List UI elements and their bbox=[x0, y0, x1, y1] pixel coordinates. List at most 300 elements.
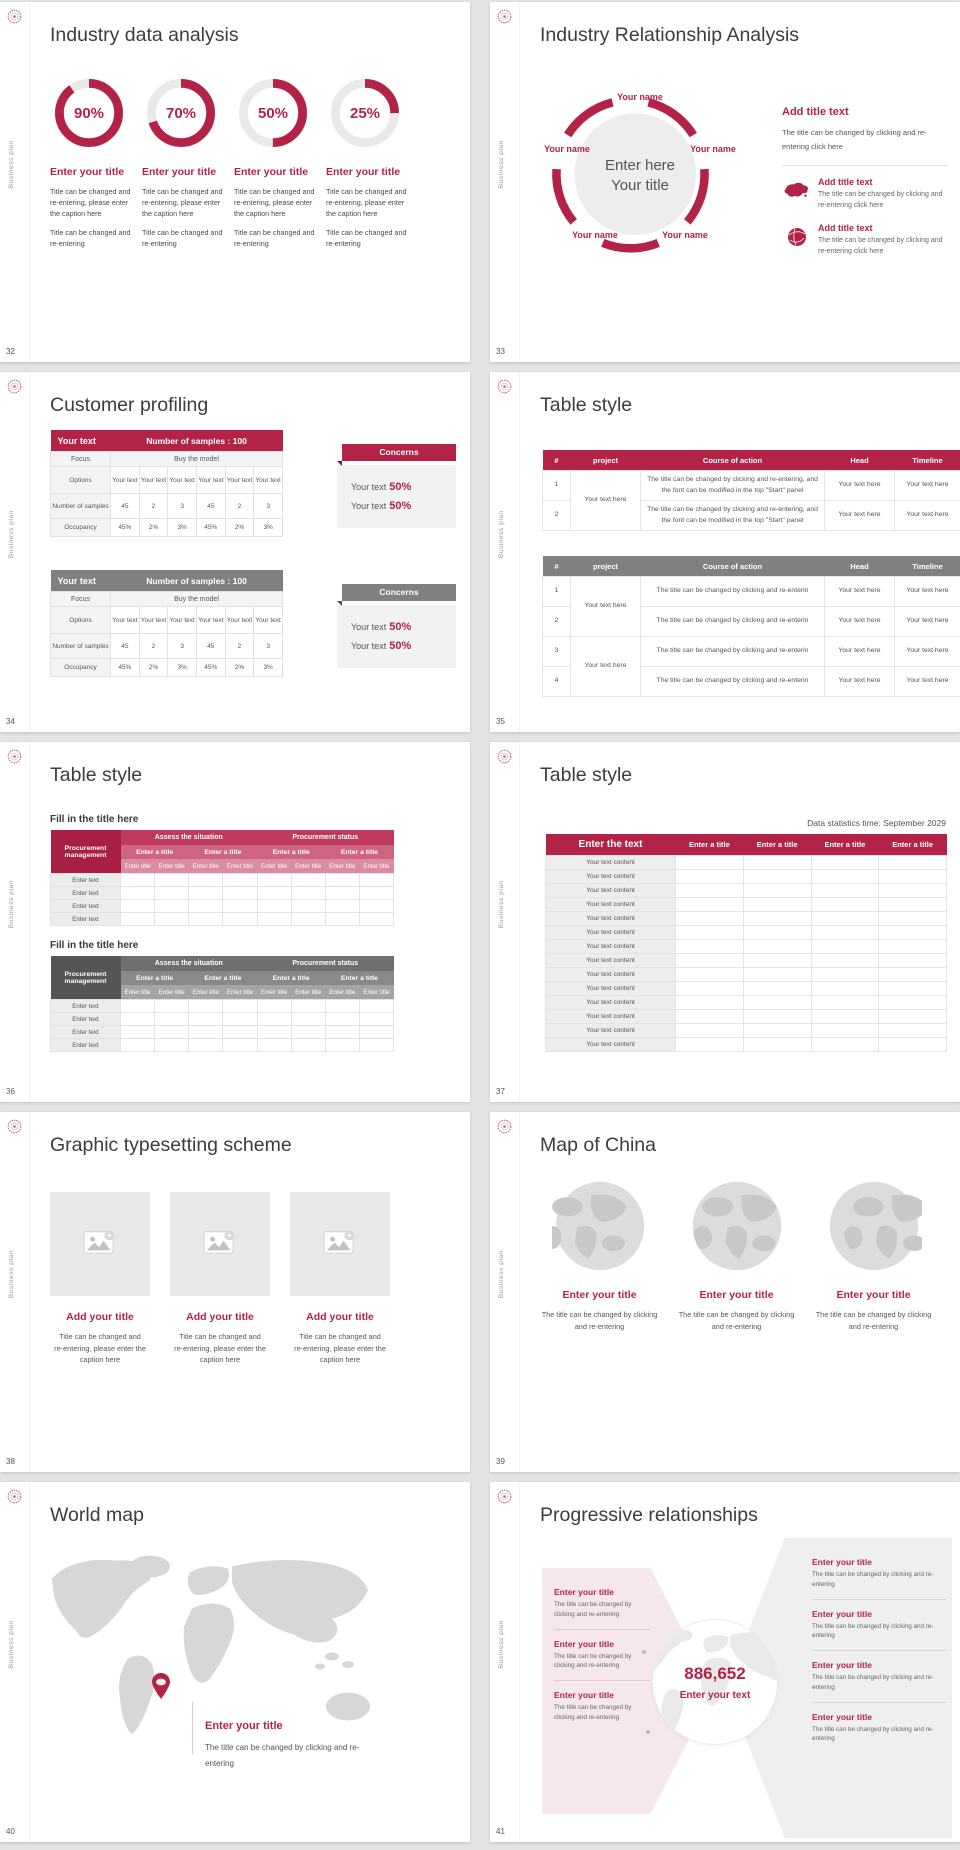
panel-body: The title can be changed by clicking and re-entering click here bbox=[782, 128, 927, 151]
brand-logo-icon bbox=[7, 1489, 22, 1504]
row-label: Your text content bbox=[546, 1024, 676, 1038]
brand-logo-icon bbox=[497, 749, 512, 764]
table-header-cell: Enter a title bbox=[811, 834, 879, 856]
concern-text: Your text bbox=[351, 501, 387, 511]
slide-sidebar bbox=[490, 1482, 520, 1842]
empty-cell bbox=[879, 1024, 947, 1038]
empty-cell bbox=[257, 1000, 291, 1013]
empty-cell bbox=[121, 913, 155, 926]
row-label: Your text content bbox=[546, 982, 676, 996]
column-header: Course of action bbox=[641, 556, 825, 577]
node-label: Your name bbox=[662, 230, 708, 240]
page-title: Map of China bbox=[540, 1134, 656, 1156]
col-header: Enter title bbox=[257, 985, 291, 1000]
table-header-left: Your text bbox=[51, 570, 111, 592]
col-header: Enter title bbox=[325, 985, 359, 1000]
card-title: Add your title bbox=[66, 1311, 134, 1323]
empty-cell bbox=[325, 887, 359, 900]
page-title: Customer profiling bbox=[50, 394, 209, 416]
empty-cell bbox=[359, 874, 393, 887]
brand-logo-icon bbox=[497, 1119, 512, 1134]
page-title: Progressive relationships bbox=[540, 1504, 758, 1526]
item-body: The title can be changed by clicking and re-entering bbox=[812, 1622, 934, 1640]
column-header: Course of action bbox=[641, 450, 825, 471]
row-number: 1 bbox=[543, 471, 571, 501]
concern-value: 50% bbox=[389, 500, 412, 512]
empty-cell bbox=[121, 887, 155, 900]
row-label: Options bbox=[51, 607, 111, 634]
empty-cell bbox=[743, 954, 811, 968]
page-number: 36 bbox=[6, 1087, 15, 1096]
group-header: Procurement status bbox=[257, 830, 394, 845]
head-cell: Your text here bbox=[825, 607, 895, 637]
row-label: Enter text bbox=[51, 1026, 121, 1039]
empty-cell bbox=[743, 870, 811, 884]
brand-logo-icon bbox=[7, 749, 22, 764]
row-label: Your text content bbox=[546, 884, 676, 898]
col-header: Enter title bbox=[359, 985, 393, 1000]
concern-line bbox=[351, 500, 456, 512]
column-header: # bbox=[543, 450, 571, 471]
empty-cell bbox=[325, 1026, 359, 1039]
progress-item bbox=[812, 1651, 946, 1703]
stat-title: Enter your title bbox=[142, 166, 217, 178]
divider bbox=[782, 165, 948, 166]
concern-text: Your text bbox=[351, 641, 387, 651]
empty-cell bbox=[359, 900, 393, 913]
empty-cell bbox=[743, 1038, 811, 1052]
col-header: Enter title bbox=[121, 985, 155, 1000]
table-cell: 45 bbox=[196, 494, 225, 519]
empty-cell bbox=[676, 940, 744, 954]
globe-icon bbox=[689, 1178, 785, 1274]
empty-cell bbox=[676, 912, 744, 926]
item-body: The title can be changed by clicking and re-entering bbox=[554, 1652, 632, 1670]
procurement-table-gray bbox=[50, 956, 394, 1052]
stat-title: Enter your title bbox=[234, 166, 309, 178]
empty-cell bbox=[189, 1026, 223, 1039]
sidebar-vertical-label: Business plan bbox=[498, 510, 505, 559]
item-title: Add title text bbox=[818, 222, 873, 233]
slide-34[interactable] bbox=[0, 372, 470, 732]
slide-sidebar bbox=[0, 2, 30, 362]
brand-logo-icon bbox=[497, 1489, 512, 1504]
empty-cell bbox=[121, 900, 155, 913]
col-header: Enter title bbox=[325, 859, 359, 874]
table-cell: 3 bbox=[254, 634, 283, 659]
table-cell: 45% bbox=[111, 519, 140, 537]
stat-caption: Title can be changed and re-entering bbox=[142, 228, 223, 249]
empty-cell bbox=[879, 926, 947, 940]
concern-line bbox=[351, 621, 456, 633]
table-cell: 3% bbox=[168, 659, 197, 677]
globe-image bbox=[536, 1178, 663, 1274]
table-cell: Your text bbox=[168, 467, 197, 494]
metric-circle bbox=[653, 1620, 777, 1744]
progress-items-right bbox=[812, 1548, 946, 1753]
empty-cell bbox=[155, 874, 189, 887]
card-body: The title can be changed by clicking and re-entering bbox=[815, 1310, 932, 1331]
decor-dot bbox=[642, 1650, 646, 1654]
empty-cell bbox=[155, 1026, 189, 1039]
empty-cell bbox=[291, 900, 325, 913]
empty-cell bbox=[223, 1000, 257, 1013]
donut-chart bbox=[52, 76, 126, 150]
callout-title: Enter your title bbox=[205, 1720, 283, 1732]
empty-cell bbox=[155, 900, 189, 913]
group-header: Procurement status bbox=[257, 956, 394, 971]
empty-cell bbox=[257, 900, 291, 913]
col-header: Enter title bbox=[189, 859, 223, 874]
slide-35[interactable] bbox=[490, 372, 960, 732]
procurement-table-red bbox=[50, 830, 394, 926]
stat-caption: Title can be changed and re-entering bbox=[234, 228, 315, 249]
globe-icon bbox=[782, 223, 818, 249]
table-cell: Your text bbox=[225, 607, 254, 634]
table-cell: 45% bbox=[196, 659, 225, 677]
globe-card bbox=[536, 1178, 663, 1332]
empty-cell bbox=[811, 996, 879, 1010]
empty-cell bbox=[676, 870, 744, 884]
empty-cell bbox=[223, 900, 257, 913]
page-title: Table style bbox=[540, 764, 633, 786]
progress-item bbox=[812, 1703, 946, 1754]
node-label: Your name bbox=[690, 144, 736, 154]
stat-caption: Title can be changed and re-entering bbox=[50, 228, 131, 249]
table-header-first: Enter the text bbox=[546, 834, 676, 856]
row-label: Your text content bbox=[546, 940, 676, 954]
globe-card bbox=[810, 1178, 937, 1332]
page-number: 34 bbox=[6, 717, 15, 726]
page-title: Table style bbox=[540, 394, 633, 416]
slide-38[interactable] bbox=[0, 1112, 470, 1472]
table-header-cell: Enter a title bbox=[676, 834, 744, 856]
row-number: 3 bbox=[543, 637, 571, 667]
row-label: Your text content bbox=[546, 954, 676, 968]
item-title: Add title text bbox=[818, 177, 873, 187]
slide-sidebar bbox=[490, 742, 520, 1102]
course-cell: The title can be changed by clicking and re-enterin bbox=[641, 607, 825, 637]
column-header: project bbox=[571, 556, 641, 577]
globe-image bbox=[810, 1178, 937, 1274]
slide-33[interactable] bbox=[490, 2, 960, 362]
action-table bbox=[542, 556, 960, 697]
table-cell: Your text bbox=[254, 467, 283, 494]
table-cell: 3% bbox=[254, 519, 283, 537]
table-cell: 2 bbox=[225, 494, 254, 519]
stat-caption: Title can be changed and re-entering, please enter the caption here bbox=[326, 187, 407, 218]
section-heading: Fill in the title here bbox=[50, 814, 139, 825]
empty-cell bbox=[223, 874, 257, 887]
page-title: Graphic typesetting scheme bbox=[50, 1134, 292, 1156]
timeline-cell: Your text here bbox=[895, 471, 960, 501]
empty-cell bbox=[359, 1013, 393, 1026]
row-label: Enter text bbox=[51, 913, 121, 926]
row-number: 2 bbox=[543, 607, 571, 637]
empty-cell bbox=[811, 912, 879, 926]
empty-cell bbox=[743, 856, 811, 870]
page-title: Industry data analysis bbox=[50, 24, 239, 46]
empty-cell bbox=[676, 982, 744, 996]
empty-cell bbox=[676, 954, 744, 968]
empty-cell bbox=[291, 887, 325, 900]
table-cell: 45 bbox=[196, 634, 225, 659]
corner-header: Procurement management bbox=[51, 956, 121, 1000]
table-cell: 2% bbox=[139, 659, 168, 677]
donut-stat-card bbox=[50, 76, 136, 250]
table-cell: 2% bbox=[139, 519, 168, 537]
row-number: 1 bbox=[543, 577, 571, 607]
slide-32[interactable] bbox=[0, 2, 470, 362]
head-cell: Your text here bbox=[825, 577, 895, 607]
head-cell: Your text here bbox=[825, 637, 895, 667]
page-number: 32 bbox=[6, 347, 15, 356]
donut-chart bbox=[328, 76, 402, 150]
empty-cell bbox=[291, 1026, 325, 1039]
col-header: Enter title bbox=[291, 985, 325, 1000]
empty-cell bbox=[189, 913, 223, 926]
empty-cell bbox=[743, 968, 811, 982]
column-header: project bbox=[571, 450, 641, 471]
slide-40[interactable] bbox=[0, 1482, 470, 1842]
row-label: Your text content bbox=[546, 856, 676, 870]
empty-cell bbox=[879, 1010, 947, 1024]
empty-cell bbox=[325, 1039, 359, 1052]
empty-cell bbox=[743, 1024, 811, 1038]
head-cell: Your text here bbox=[825, 501, 895, 531]
empty-cell bbox=[879, 982, 947, 996]
empty-cell bbox=[257, 1039, 291, 1052]
page-number: 40 bbox=[6, 1827, 15, 1836]
progress-item bbox=[554, 1578, 650, 1630]
table-cell: Your text bbox=[196, 467, 225, 494]
table-cell: 45% bbox=[111, 659, 140, 677]
detail-panel bbox=[782, 106, 948, 257]
table-cell: 2% bbox=[225, 659, 254, 677]
timeline-cell: Your text here bbox=[895, 667, 960, 697]
empty-cell bbox=[676, 926, 744, 940]
brand-logo-icon bbox=[7, 1119, 22, 1134]
donut-stat-card bbox=[142, 76, 228, 250]
map-callout bbox=[205, 1720, 375, 1772]
item-title: Enter your title bbox=[554, 1690, 614, 1700]
empty-cell bbox=[359, 1000, 393, 1013]
image-placeholder[interactable] bbox=[290, 1192, 390, 1296]
decor-dot bbox=[646, 1730, 650, 1734]
item-body: The title can be changed by clicking and re-entering click here bbox=[818, 191, 943, 209]
china-map-icon bbox=[782, 177, 818, 203]
empty-cell bbox=[155, 887, 189, 900]
concern-line bbox=[351, 481, 456, 493]
row-label: Your text content bbox=[546, 898, 676, 912]
empty-cell bbox=[359, 1039, 393, 1052]
location-pin-icon bbox=[150, 1672, 172, 1700]
table-cell: Your text bbox=[225, 467, 254, 494]
sub-header: Enter a title bbox=[257, 971, 325, 985]
table-cell: 2 bbox=[139, 494, 168, 519]
row-label: Options bbox=[51, 467, 111, 494]
donut-chart bbox=[144, 76, 218, 150]
empty-cell bbox=[257, 1013, 291, 1026]
customer-table bbox=[50, 430, 283, 537]
row-label: Enter text bbox=[51, 1000, 121, 1013]
group-header: Assess the situation bbox=[121, 956, 258, 971]
table-header-cell: Enter a title bbox=[879, 834, 947, 856]
empty-cell bbox=[291, 874, 325, 887]
globe-cards-row bbox=[536, 1178, 937, 1332]
row-label: Your text content bbox=[546, 1038, 676, 1052]
row-label: Occupancy bbox=[51, 659, 111, 677]
item-title: Enter your title bbox=[812, 1711, 872, 1722]
concern-line bbox=[351, 640, 456, 652]
insert-picture-icon bbox=[323, 1228, 357, 1261]
concerns-body bbox=[337, 605, 456, 668]
card-title: Add your title bbox=[306, 1311, 374, 1323]
empty-cell bbox=[121, 1000, 155, 1013]
column-header: Head bbox=[825, 556, 895, 577]
empty-cell bbox=[676, 968, 744, 982]
empty-cell bbox=[811, 1010, 879, 1024]
empty-cell bbox=[155, 1000, 189, 1013]
empty-cell bbox=[743, 898, 811, 912]
card-body: Title can be changed and re-entering, please enter the caption here bbox=[174, 1332, 266, 1365]
feature-item bbox=[782, 177, 948, 212]
empty-cell bbox=[121, 874, 155, 887]
concern-value: 50% bbox=[389, 621, 412, 633]
head-cell: Your text here bbox=[825, 667, 895, 697]
item-title: Enter your title bbox=[812, 1557, 872, 1567]
table-cell: Your text bbox=[196, 607, 225, 634]
slide-36[interactable] bbox=[0, 742, 470, 1102]
action-table-red bbox=[542, 450, 950, 531]
empty-cell bbox=[155, 1039, 189, 1052]
empty-cell bbox=[189, 1039, 223, 1052]
empty-cell bbox=[189, 887, 223, 900]
empty-cell bbox=[743, 926, 811, 940]
donut-chart bbox=[236, 76, 310, 150]
empty-cell bbox=[879, 912, 947, 926]
progress-item bbox=[554, 1630, 650, 1682]
table-cell: Buy the model bbox=[111, 592, 283, 607]
statistics-note: Data statistics time: September 2029 bbox=[807, 818, 946, 828]
table-cell: Your text bbox=[139, 467, 168, 494]
empty-cell bbox=[325, 900, 359, 913]
table-cell: 45 bbox=[111, 494, 140, 519]
empty-cell bbox=[811, 940, 879, 954]
sub-header: Enter a title bbox=[121, 971, 189, 985]
globe-image bbox=[673, 1178, 800, 1274]
feature-item bbox=[782, 223, 948, 258]
sidebar-vertical-label: Business plan bbox=[8, 510, 15, 559]
empty-cell bbox=[325, 1013, 359, 1026]
table-header-cell: Enter a title bbox=[743, 834, 811, 856]
empty-cell bbox=[676, 1024, 744, 1038]
page-number: 35 bbox=[496, 717, 505, 726]
item-body: The title can be changed by clicking and re-entering bbox=[554, 1704, 632, 1721]
empty-cell bbox=[223, 1026, 257, 1039]
timeline-cell: Your text here bbox=[895, 607, 960, 637]
empty-cell bbox=[811, 968, 879, 982]
empty-cell bbox=[743, 982, 811, 996]
column-header: Timeline bbox=[895, 556, 960, 577]
empty-cell bbox=[811, 1024, 879, 1038]
sample-table-red bbox=[50, 430, 283, 537]
concern-value: 50% bbox=[389, 640, 412, 652]
empty-cell bbox=[359, 913, 393, 926]
group-header: Assess the situation bbox=[121, 830, 258, 845]
course-cell: The title can be changed by clicking and re-entering, and the font can be modified in the top "Start" panel bbox=[641, 501, 825, 531]
item-title: Enter your title bbox=[554, 1638, 614, 1649]
page-number: 38 bbox=[6, 1457, 15, 1466]
stat-title: Enter your title bbox=[326, 166, 401, 178]
diagram-center-text bbox=[575, 156, 705, 195]
empty-cell bbox=[676, 996, 744, 1010]
card-body: Title can be changed and re-entering, please enter the caption here bbox=[294, 1332, 386, 1365]
empty-cell bbox=[743, 1010, 811, 1024]
item-title: Enter your title bbox=[812, 1660, 872, 1670]
image-placeholder[interactable] bbox=[170, 1192, 270, 1296]
page-number: 37 bbox=[496, 1087, 505, 1096]
donut-value: 90% bbox=[73, 104, 105, 122]
stat-caption: Title can be changed and re-entering, please enter the caption here bbox=[234, 187, 315, 218]
slide-41[interactable] bbox=[490, 1482, 960, 1842]
table-cell: Your text bbox=[254, 607, 283, 634]
center-line1: Enter here bbox=[604, 157, 676, 174]
empty-cell bbox=[223, 913, 257, 926]
empty-cell bbox=[811, 926, 879, 940]
course-cell: The title can be changed by clicking and re-entering, and the font can be modified in the top "Start" panel bbox=[641, 471, 825, 501]
item-body: The title can be changed by clicking and re-entering bbox=[812, 1725, 934, 1743]
empty-cell bbox=[879, 870, 947, 884]
slide-sidebar bbox=[0, 742, 30, 1102]
row-label: Focus bbox=[51, 452, 111, 467]
card-body: The title can be changed by clicking and re-entering bbox=[541, 1310, 658, 1331]
table-cell: 3 bbox=[254, 494, 283, 519]
sub-header: Enter a title bbox=[325, 845, 393, 859]
empty-cell bbox=[743, 940, 811, 954]
node-label: Your name bbox=[544, 144, 590, 154]
slide-sidebar bbox=[0, 1482, 30, 1842]
empty-cell bbox=[257, 1026, 291, 1039]
slide-37[interactable] bbox=[490, 742, 960, 1102]
stat-title: Enter your title bbox=[50, 166, 125, 178]
empty-cell bbox=[811, 954, 879, 968]
column-header: Timeline bbox=[895, 450, 960, 471]
table-cell: 2 bbox=[225, 634, 254, 659]
slide-39[interactable] bbox=[490, 1112, 960, 1472]
col-header: Enter title bbox=[189, 985, 223, 1000]
table-cell: Your text bbox=[139, 607, 168, 634]
empty-cell bbox=[257, 887, 291, 900]
table-header-right: Number of samples : 100 bbox=[111, 570, 283, 592]
empty-cell bbox=[189, 900, 223, 913]
project-cell: Your text here bbox=[571, 471, 641, 531]
empty-cell bbox=[325, 913, 359, 926]
empty-cell bbox=[879, 940, 947, 954]
empty-cell bbox=[879, 898, 947, 912]
empty-cell bbox=[676, 1010, 744, 1024]
table-cell: Your text bbox=[168, 607, 197, 634]
table-cell: 3% bbox=[168, 519, 197, 537]
image-placeholder[interactable] bbox=[50, 1192, 150, 1296]
empty-cell bbox=[291, 1039, 325, 1052]
sub-header: Enter a title bbox=[189, 845, 257, 859]
empty-cell bbox=[743, 996, 811, 1010]
row-label: Occupancy bbox=[51, 519, 111, 537]
image-card bbox=[50, 1192, 150, 1366]
row-label: Your text content bbox=[546, 996, 676, 1010]
row-label: Enter text bbox=[51, 887, 121, 900]
